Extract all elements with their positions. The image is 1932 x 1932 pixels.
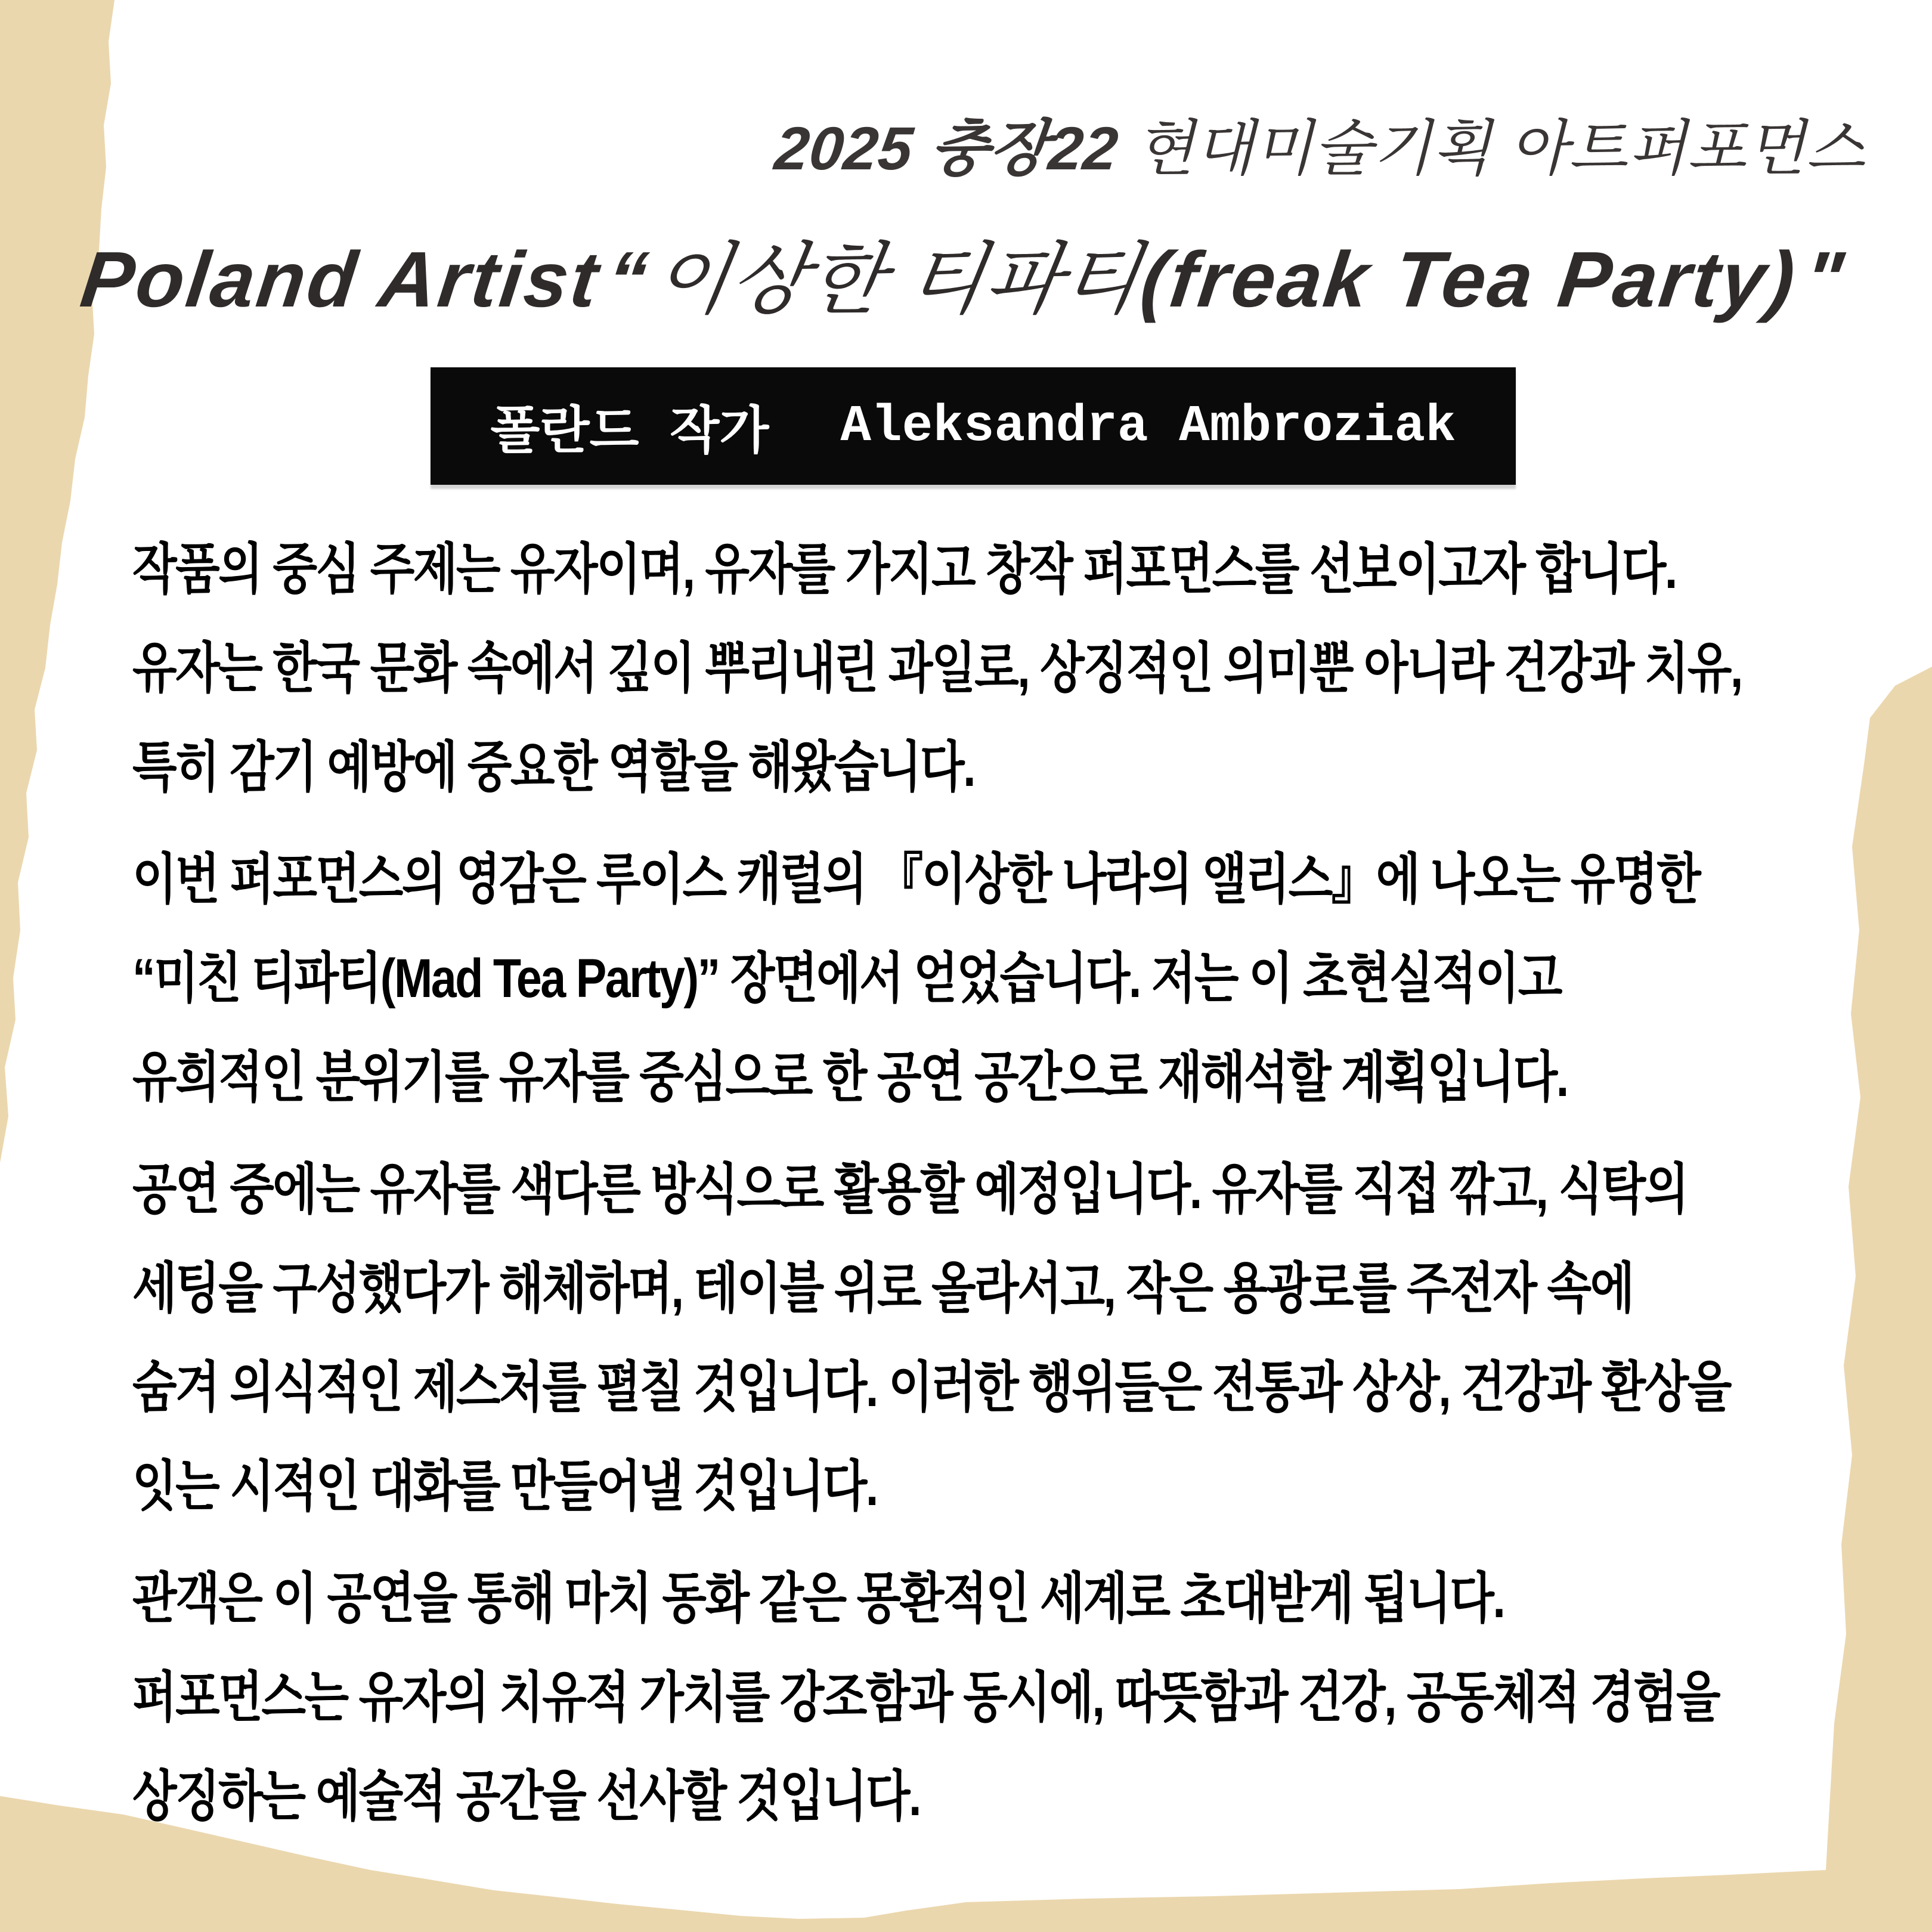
body-text-line: 관객은 이 공연을 통해 마치 동화 같은 몽환적인 세계로 초대받게 됩니다. bbox=[132, 1568, 1504, 1629]
body-text-line: “미친 티파티(Mad Tea Party)” 장면에서 얻었습니다. 저는 이 초현실적이고 bbox=[132, 948, 1561, 1009]
body-text-line: 세팅을 구성했다가 해체하며, 테이블 위로 올라서고, 작은 용광로를 주전자 속에 bbox=[132, 1258, 1633, 1319]
description-body bbox=[132, 520, 1891, 1859]
title-open-quote: “ bbox=[602, 236, 653, 323]
body-text-line: 공연 중에는 유자를 색다른 방식으로 활용할 예정입니다. 유자를 직접 깎고, 식탁의 bbox=[132, 1159, 1688, 1220]
paragraph-performance-actions bbox=[132, 1140, 1891, 1536]
body-text-line: 특히 감기 예방에 중요한 역할을 해왔습니다. bbox=[132, 737, 975, 798]
title-english-part: Poland Artist bbox=[76, 236, 605, 323]
paragraph-audience bbox=[132, 1549, 1891, 1846]
title-english-subtitle: (freak Tea Party) bbox=[1137, 236, 1802, 323]
body-text-line: 숨겨 의식적인 제스처를 펼칠 것입니다. 이러한 행위들은 전통과 상상, 건강과 환상을 bbox=[132, 1357, 1730, 1418]
artist-label-korean: 폴란드 작가 bbox=[490, 405, 769, 463]
page-title bbox=[0, 216, 1932, 329]
body-text-line: 상징하는 예술적 공간을 선사할 것입니다. bbox=[132, 1766, 921, 1827]
artist-name-badge bbox=[431, 367, 1516, 485]
event-category-label: 현대미술기획 아트퍼포먼스 bbox=[1135, 114, 1865, 182]
title-close-quote: " bbox=[1799, 236, 1848, 323]
body-text-line: 유희적인 분위기를 유자를 중심으로 한 공연 공간으로 재해석할 계획입니다. bbox=[132, 1047, 1568, 1108]
body-text-line: 잇는 시적인 대화를 만들어낼 것입니다. bbox=[132, 1456, 877, 1517]
body-text-line: 작품의 중심 주제는 유자이며, 유자를 가지고 창작 퍼포먼스를 선보이고자 합니다. bbox=[132, 539, 1676, 600]
body-text-line: 이번 퍼포먼스의 영감은 루이스 캐럴의 『이상한 나라의 앨리스』에 나오는 유명한 bbox=[132, 849, 1700, 910]
paragraph-inspiration bbox=[132, 830, 1891, 1127]
event-year-label: 2025 충장22 bbox=[772, 114, 1122, 182]
paragraph-theme bbox=[132, 520, 1891, 817]
artist-name: Aleksandra Ambroziak bbox=[840, 397, 1456, 456]
body-text-line: 퍼포먼스는 유자의 치유적 가치를 강조함과 동시에, 따뜻함과 건강, 공동체적 경험을 bbox=[132, 1667, 1719, 1728]
event-header-line bbox=[772, 100, 1865, 187]
title-korean-part: 이상한 티파티 bbox=[647, 236, 1148, 323]
body-text-line: 유자는 한국 문화 속에서 깊이 뿌리내린 과일로, 상징적인 의미뿐 아니라 건강과 치유, bbox=[132, 638, 1742, 699]
